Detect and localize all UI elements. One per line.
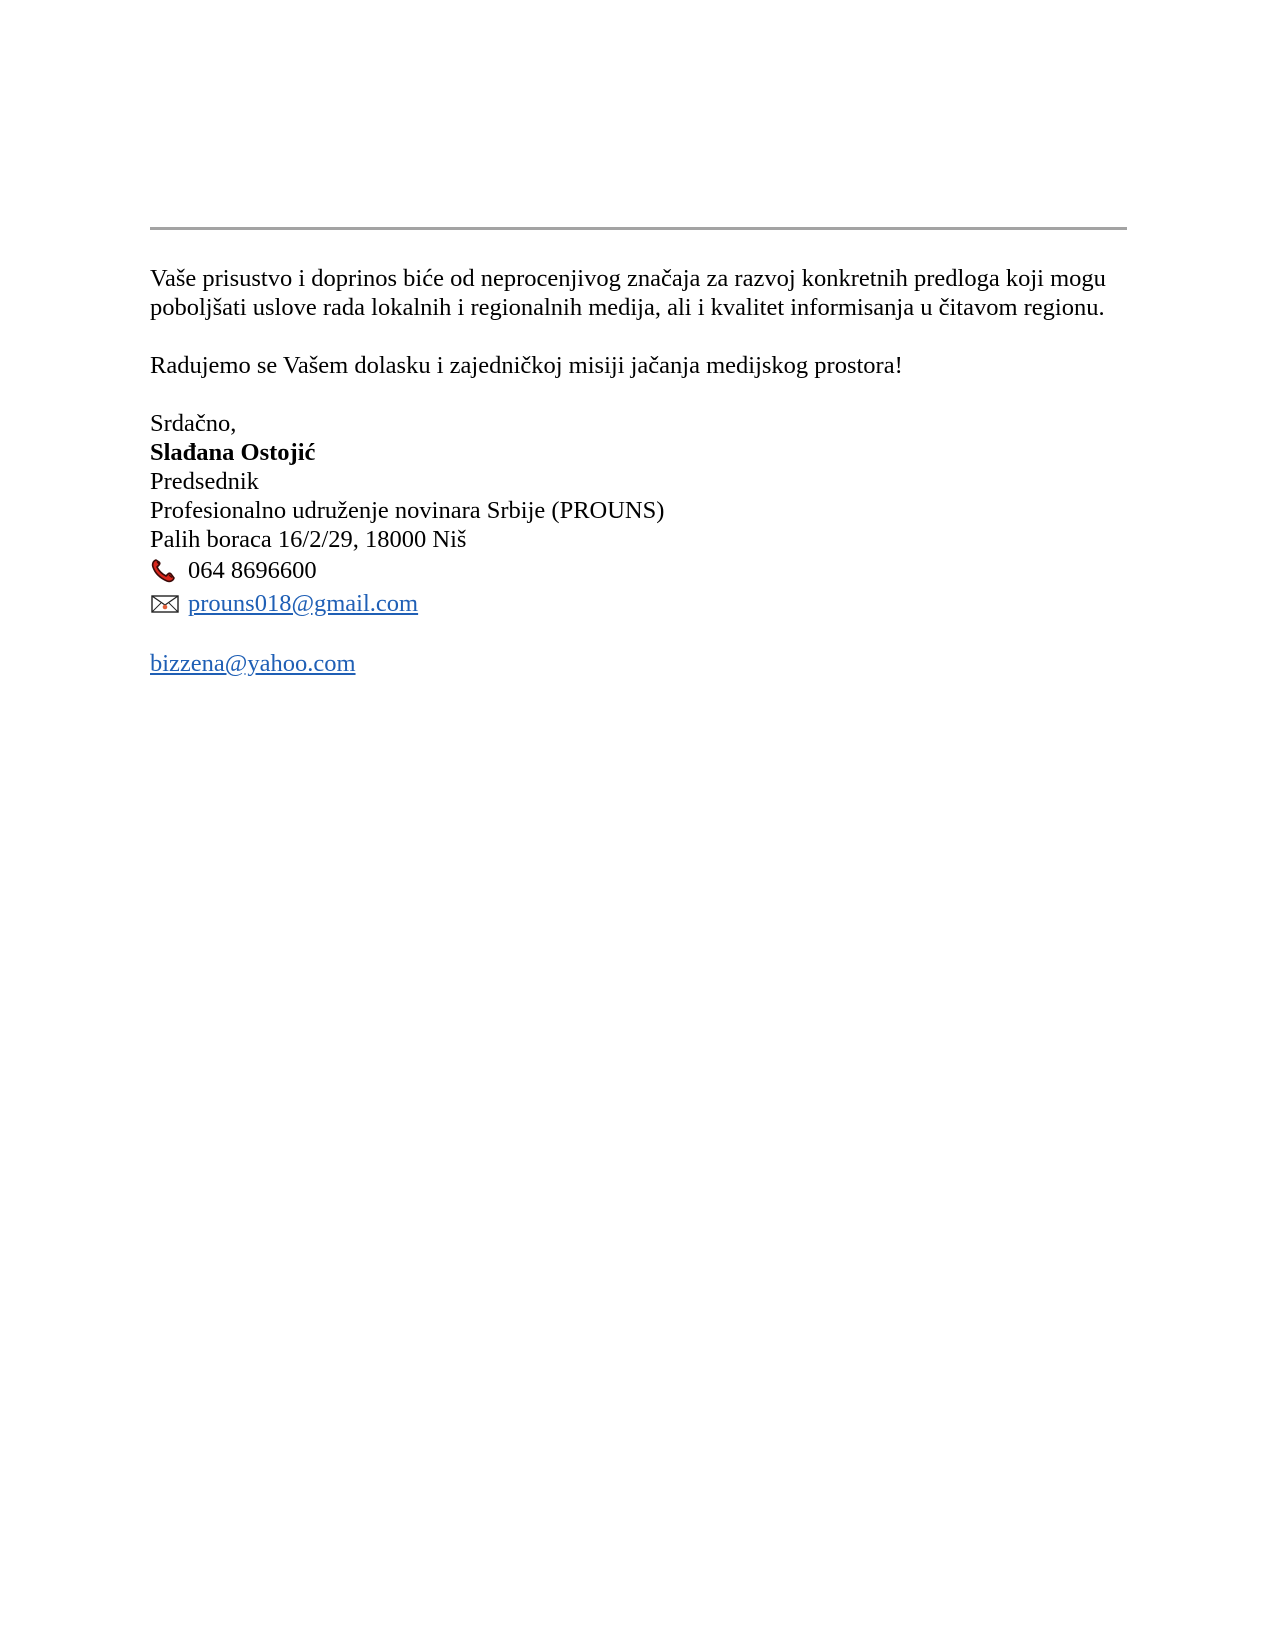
signer-role: Predsednik (150, 468, 259, 495)
email-link[interactable]: prouns018@gmail.com (188, 590, 419, 617)
body-paragraph-1: Vaše prisustvo i doprinos biće od neprocenjivog značaja za razvoj konkretnih predloga koji mogu poboljšati uslove rada lokalnih i regionalnih medija, ali i kvalitet informisanja u čitavom regionu. (150, 265, 1106, 321)
email-row (150, 587, 1130, 620)
body-paragraph-2: Radujemo se Vašem dolasku i zajedničkoj misiji jačanja medijskog prostora! (150, 352, 903, 379)
horizontal-divider (150, 227, 1127, 230)
organization-name: Profesionalno udruženje novinara Srbije (PROUNS) (150, 497, 665, 524)
closing-text: Srdačno, (150, 410, 237, 437)
envelope-icon (150, 590, 180, 618)
phone-number: 064 8696600 (188, 557, 317, 584)
letter-content (150, 264, 1130, 678)
phone-icon (150, 557, 180, 585)
phone-row (150, 554, 1130, 587)
signature-block (150, 409, 1130, 678)
secondary-email-row (150, 649, 1130, 678)
signer-name: Slađana Ostojić (150, 439, 316, 466)
document-page (150, 0, 1130, 1650)
secondary-email-link[interactable]: bizzena@yahoo.com (150, 650, 356, 677)
organization-address: Palih boraca 16/2/29, 18000 Niš (150, 526, 467, 553)
